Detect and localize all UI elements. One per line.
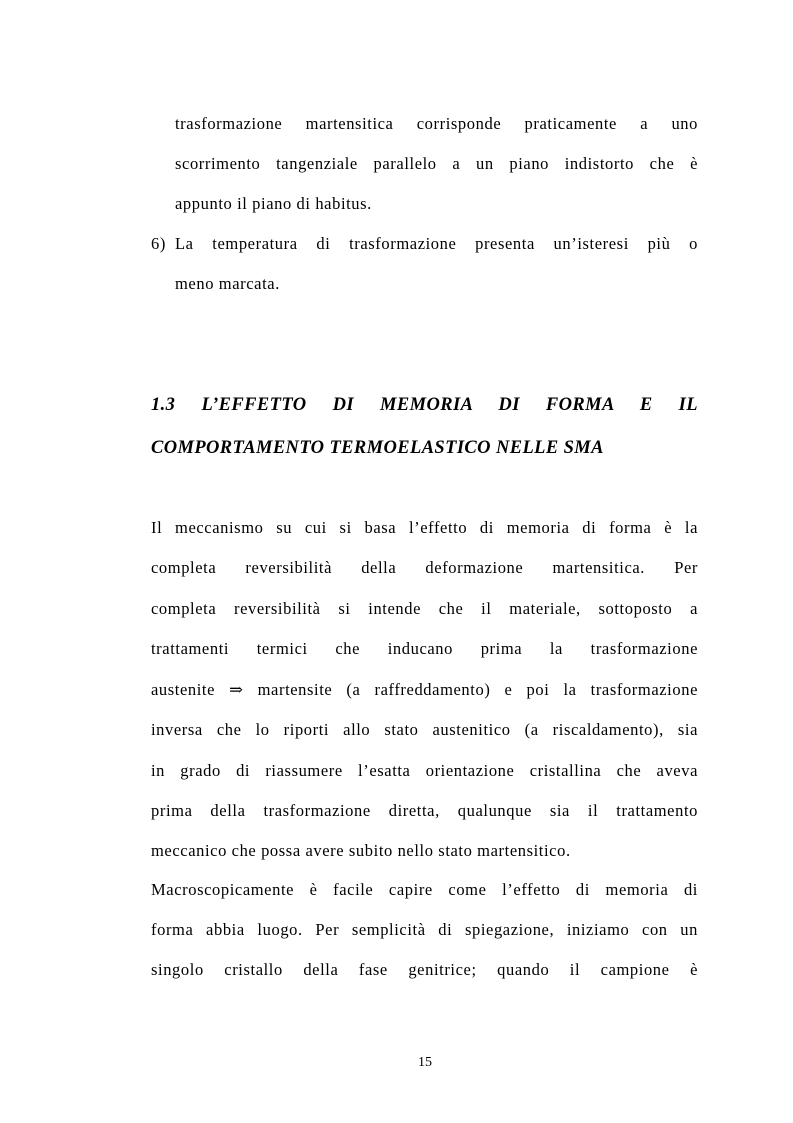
paragraph-1-line-3: completa reversibilità si intende che il materiale, sottoposto a: [151, 599, 698, 618]
list-continuation-line-2: scorrimento tangenziale parallelo a un piano indistorto che è: [175, 154, 698, 173]
paragraph-2-line-1: Macroscopicamente è facile capire come l’effetto di memoria di: [151, 880, 698, 899]
list-item-number: 6): [151, 234, 166, 253]
paragraph-1-line-8: prima della trasformazione diretta, qualunque sia il trattamento: [151, 801, 698, 820]
page-number: 15: [418, 1055, 432, 1070]
paragraph-2-line-3: singolo cristallo della fase genitrice; quando il campione è: [151, 960, 698, 979]
section-heading-line-2: COMPORTAMENTO TERMOELASTICO NELLE SMA: [151, 438, 604, 458]
paragraph-1-line-1: Il meccanismo su cui si basa l’effetto di memoria di forma è la: [151, 518, 698, 537]
paragraph-2-line-2: forma abbia luogo. Per semplicità di spiegazione, iniziamo con un: [151, 920, 698, 939]
list-item-6-line-1: La temperatura di trasformazione presenta un’isteresi più o: [175, 234, 698, 253]
section-heading-line-1: 1.3 L’EFFETTO DI MEMORIA DI FORMA E IL: [151, 395, 698, 415]
list-continuation-line-1: trasformazione martensitica corrisponde praticamente a uno: [175, 114, 698, 133]
list-item-6-line-2: meno marcata.: [175, 274, 280, 293]
list-continuation-line-3: appunto il piano di habitus.: [175, 194, 372, 213]
paragraph-1-line-2: completa reversibilità della deformazione martensitica. Per: [151, 558, 698, 577]
paragraph-1-line-9: meccanico che possa avere subito nello stato martensitico.: [151, 841, 571, 860]
paragraph-1-line-4: trattamenti termici che inducano prima la trasformazione: [151, 639, 698, 658]
paragraph-1-line-6: inversa che lo riporti allo stato austenitico (a riscaldamento), sia: [151, 720, 698, 739]
paragraph-1-line-7: in grado di riassumere l’esatta orientazione cristallina che aveva: [151, 761, 698, 780]
paragraph-1-line-5: austenite ⇒ martensite (a raffreddamento) e poi la trasformazione: [151, 680, 698, 699]
